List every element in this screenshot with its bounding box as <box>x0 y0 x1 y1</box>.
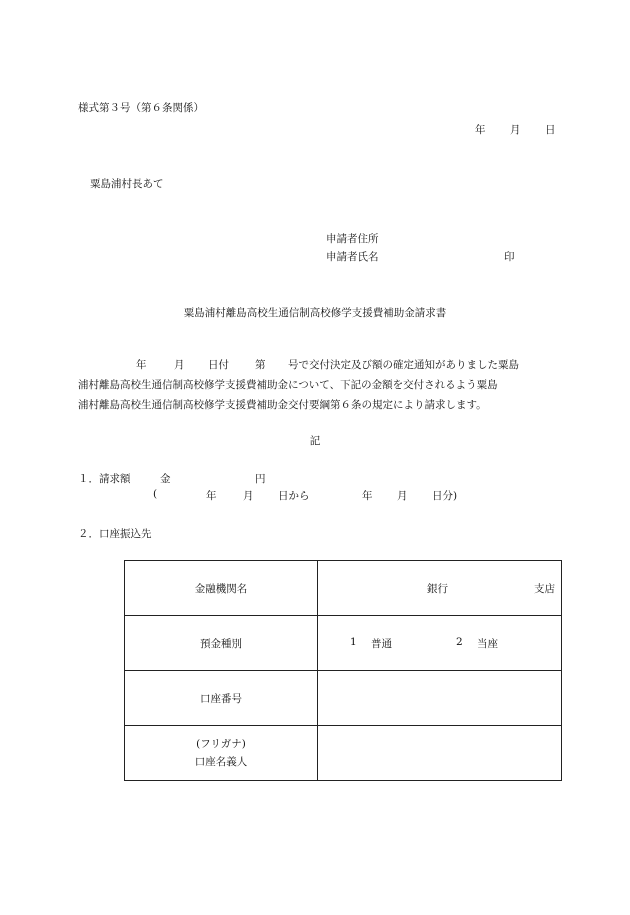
date-year-label: 年 <box>475 124 486 136</box>
item1-to-month: 月 <box>397 490 408 502</box>
body-year: 年 <box>136 359 147 371</box>
form-number: 様式第３号（第６条関係） <box>78 102 204 114</box>
item1-from-month: 月 <box>243 490 254 502</box>
branch-suffix: 支店 <box>534 583 555 595</box>
applicant-address-label: 申請者住所 <box>326 233 379 245</box>
account-number-label: 口座番号 <box>125 671 318 726</box>
item1-yen: 円 <box>255 473 266 485</box>
body-line1-rest: 号で交付決定及び額の確定通知がありました粟島 <box>288 359 519 371</box>
bank-name-field[interactable] <box>318 561 562 616</box>
deposit-type-field[interactable] <box>318 616 562 671</box>
deposit-type-label: 預金種別 <box>125 616 318 671</box>
table-row <box>125 616 562 671</box>
applicant-name-label: 申請者氏名 <box>326 251 379 263</box>
option-ordinary[interactable]: 普通 <box>371 638 392 650</box>
bank-account-table <box>124 560 562 781</box>
date-day-label: 日 <box>545 124 556 136</box>
body-dai: 第 <box>255 359 266 371</box>
body-month: 月 <box>174 359 185 371</box>
bank-name-label: 金融機関名 <box>125 561 318 616</box>
addressee: 粟島浦村長あて <box>90 178 164 190</box>
item1-from-day: 日から <box>278 490 310 502</box>
table-row <box>125 726 562 781</box>
option-1-number: 1 <box>350 636 357 648</box>
item1-label: １．請求額 <box>78 473 131 485</box>
option-2-number: 2 <box>456 636 463 648</box>
table-row <box>125 671 562 726</box>
seal-mark: 印 <box>504 251 515 263</box>
item1-from-year: 年 <box>206 490 217 502</box>
body-line2: 浦村離島高校生通信制高校修学支援費補助金について、下記の金額を交付されるよう粟島 <box>78 379 498 391</box>
account-holder-label <box>125 726 318 781</box>
document-title: 粟島浦村離島高校生通信制高校修学支援費補助金請求書 <box>183 307 447 319</box>
account-holder-name-label: 口座名義人 <box>194 756 248 768</box>
option-current[interactable]: 当座 <box>477 638 498 650</box>
body-line3: 浦村離島高校生通信制高校修学支援費補助金交付要綱第６条の規定により請求します。 <box>78 399 487 411</box>
bank-suffix: 銀行 <box>427 583 448 595</box>
body-day-issued: 日付 <box>208 359 229 371</box>
item1-to-year: 年 <box>362 490 373 502</box>
furigana-label: (フリガナ) <box>196 738 246 750</box>
item2-label: ２．口座振込先 <box>78 528 152 540</box>
date-month-label: 月 <box>510 124 521 136</box>
item1-kin: 金 <box>160 473 171 485</box>
item1-to-day: 日分) <box>432 490 458 502</box>
item1-paren-open: ( <box>153 488 158 500</box>
account-number-field[interactable] <box>318 671 562 726</box>
table-row <box>125 561 562 616</box>
ki-heading: 記 <box>309 435 321 447</box>
account-holder-field[interactable] <box>318 726 562 781</box>
